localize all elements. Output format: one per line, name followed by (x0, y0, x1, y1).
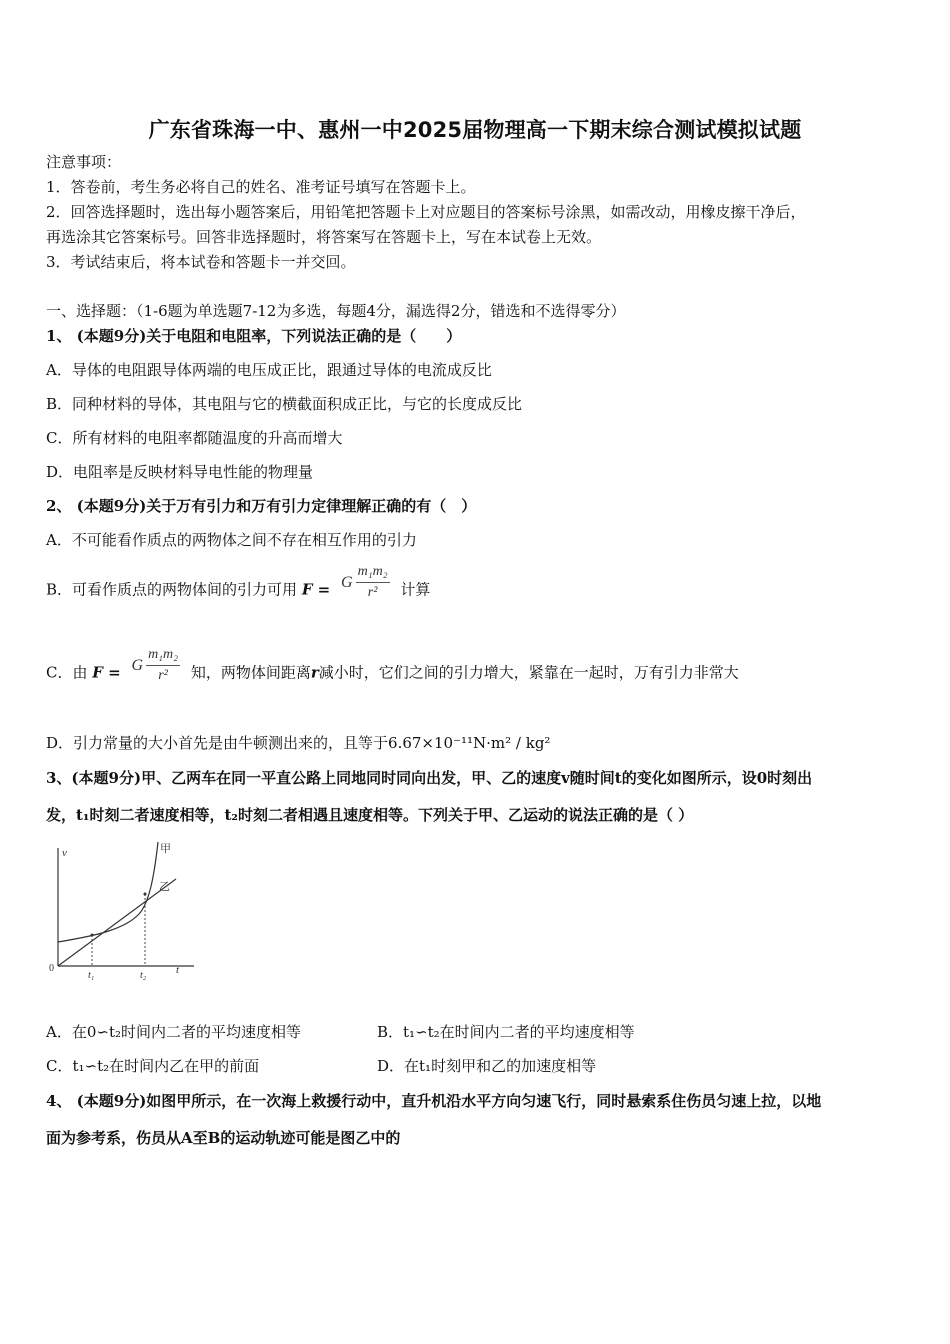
notice-heading: 注意事项： (46, 153, 122, 171)
formula-denominator: r² (367, 585, 378, 600)
formula-g: G (341, 573, 353, 591)
intersection-t2 (144, 893, 147, 896)
q2-option-c-text: C．由 (46, 663, 88, 682)
q2-option-b-text: B．可看作质点的两物体间的引力可用 (46, 580, 298, 599)
v-axis-label: v (62, 847, 67, 859)
notice-item: 再选涂其它答案标号。回答非选择题时，将答案写在答题卡上，写在本试卷上无效。 (46, 228, 602, 246)
q1-option-a: A．导体的电阻跟导体两端的电压成正比，跟通过导体的电流成反比 (46, 361, 492, 379)
q1-option-d: D．电阻率是反映材料导电性能的物理量 (46, 463, 314, 481)
curve-jia (58, 842, 158, 942)
question-3-stem-line2: 发，t₁时刻二者速度相等，t₂时刻二者相遇且速度相等。下列关于甲、乙运动的说法正确的是（ ） (46, 806, 694, 824)
t1-label: t₁ (88, 970, 95, 981)
notice-item: 1．答卷前，考生务必将自己的姓名、准考证号填写在答题卡上。 (46, 178, 476, 196)
yi-label: 乙 (159, 881, 170, 893)
gravitation-formula (132, 645, 181, 686)
q2-option-b (46, 564, 431, 611)
q3-option-a: A．在0∽t₂时间内二者的平均速度相等 (46, 1023, 301, 1041)
q2-option-b-tail: 计算 (400, 580, 431, 599)
q2-option-c-tail-b: 减小时，它们之间的引力增大，紧靠在一起时，万有引力非常大 (318, 663, 739, 682)
intersection-t1 (91, 934, 94, 937)
q3-option-c: C．t₁∽t₂在时间内乙在甲的前面 (46, 1057, 260, 1075)
formula-numerator: m₁m₂ (356, 562, 390, 583)
q2-option-b-f: F = (301, 580, 331, 599)
q2-option-c-f: F = (92, 663, 121, 682)
formula-g: G (131, 656, 144, 674)
t-axis-label: t (176, 964, 180, 976)
q2-option-c (46, 647, 739, 694)
question-2-stem: 2、 (本题9分)关于万有引力和万有引力定律理解正确的有（ ） (46, 497, 477, 515)
notice-item: 2．回答选择题时，选出每小题答案后，用铅笔把答题卡上对应题目的答案标号涂黑，如需改动，用橡皮擦干净后， (46, 203, 806, 221)
q2-option-c-r: r (310, 663, 319, 682)
q3-option-d: D．在t₁时刻甲和乙的加速度相等 (377, 1057, 597, 1075)
q1-option-b: B．同种材料的导体，其电阻与它的横截面积成正比，与它的长度成反比 (46, 395, 523, 413)
question-1-stem: 1、 (本题9分)关于电阻和电阻率，下列说法正确的是（ ） (46, 327, 462, 345)
q3-option-b: B．t₁∽t₂在时间内二者的平均速度相等 (377, 1023, 635, 1041)
q2-option-c-tail-a: 知，两物体间距离 (190, 663, 311, 682)
q1-option-c: C．所有材料的电阻率都随温度的升高而增大 (46, 429, 343, 447)
page-title: 广东省珠海一中、惠州一中2025届物理高一下期末综合测试模拟试题 (148, 118, 802, 142)
velocity-time-graph (44, 838, 204, 983)
gravitation-formula (341, 562, 390, 603)
t2-label: t₂ (140, 970, 147, 981)
formula-numerator: m₁m₂ (146, 645, 180, 666)
question-4-stem-line1: 4、 (本题9分)如图甲所示，在一次海上救援行动中，直升机沿水平方向匀速飞行，同时悬索系住伤员匀速上拉，以地 (46, 1092, 822, 1110)
origin-label: 0 (49, 963, 54, 974)
section-heading: 一、选择题：（1-6题为单选题7-12为多选，每题4分，漏选得2分，错选和不选得零分） (46, 302, 626, 320)
formula-denominator: r² (158, 668, 168, 683)
q2-option-d: D．引力常量的大小首先是由牛顿测出来的，且等于6.67×10⁻¹¹N·m² / kg² (46, 734, 551, 752)
notice-item: 3．考试结束后，将本试卷和答题卡一并交回。 (46, 253, 356, 271)
question-4-stem-line2: 面为参考系，伤员从A至B的运动轨迹可能是图乙中的 (46, 1129, 401, 1147)
q2-option-a: A．不可能看作质点的两物体之间不存在相互作用的引力 (46, 531, 417, 549)
jia-label: 甲 (160, 843, 171, 855)
question-3-stem-line1: 3、(本题9分)甲、乙两车在同一平直公路上同地同时同向出发，甲、乙的速度v随时间t的变化如图所示，设0时刻出 (46, 769, 813, 787)
